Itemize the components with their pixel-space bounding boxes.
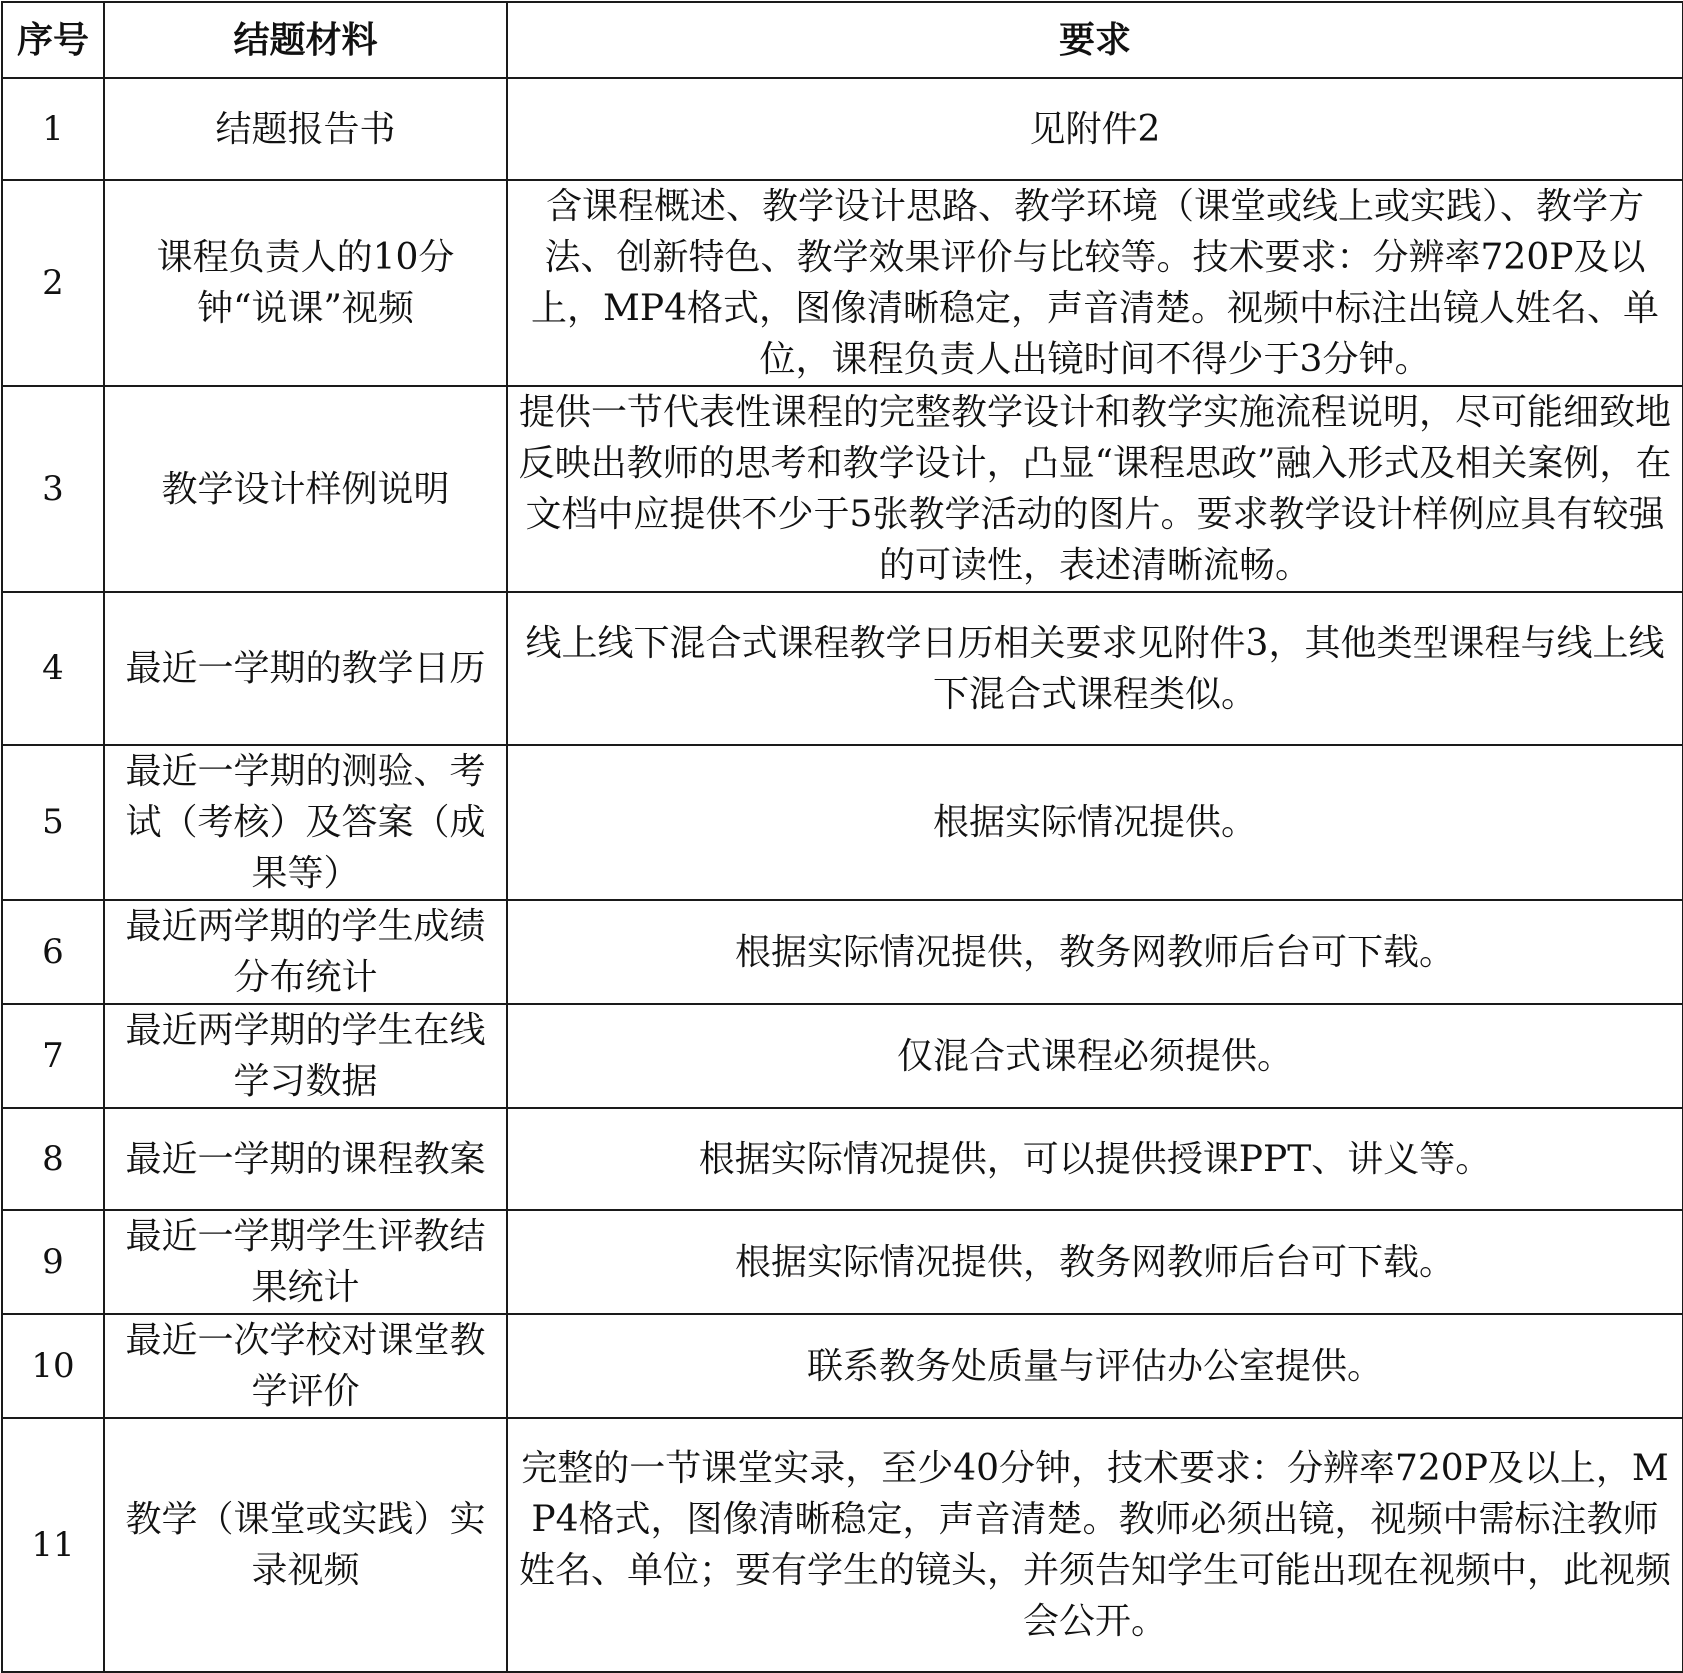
table-row bbox=[2, 1418, 1683, 1672]
row-number: 11 bbox=[2, 1418, 104, 1672]
row-material: 教学（课堂或实践）实录视频 bbox=[104, 1418, 507, 1672]
row-number: 3 bbox=[2, 386, 104, 592]
header-material: 结题材料 bbox=[104, 2, 507, 78]
row-number: 6 bbox=[2, 900, 104, 1004]
table-row bbox=[2, 745, 1683, 900]
row-requirement: 见附件2 bbox=[507, 78, 1683, 180]
header-requirement: 要求 bbox=[507, 2, 1683, 78]
row-material: 教学设计样例说明 bbox=[104, 386, 507, 592]
row-number: 2 bbox=[2, 180, 104, 386]
row-number: 8 bbox=[2, 1108, 104, 1210]
row-number: 4 bbox=[2, 592, 104, 745]
row-requirement: 仅混合式课程必须提供。 bbox=[507, 1004, 1683, 1108]
table-header-row bbox=[2, 2, 1683, 78]
row-requirement: 联系教务处质量与评估办公室提供。 bbox=[507, 1314, 1683, 1418]
table-row bbox=[2, 900, 1683, 1004]
row-requirement: 根据实际情况提供。 bbox=[507, 745, 1683, 900]
row-number: 7 bbox=[2, 1004, 104, 1108]
row-requirement: 线上线下混合式课程教学日历相关要求见附件3，其他类型课程与线上线下混合式课程类似。 bbox=[507, 592, 1683, 745]
row-requirement: 根据实际情况提供，教务网教师后台可下载。 bbox=[507, 1210, 1683, 1314]
row-requirement: 根据实际情况提供，可以提供授课PPT、讲义等。 bbox=[507, 1108, 1683, 1210]
row-number: 5 bbox=[2, 745, 104, 900]
row-material: 最近一学期的课程教案 bbox=[104, 1108, 507, 1210]
table-row bbox=[2, 1108, 1683, 1210]
row-material: 最近一学期的测验、考试（考核）及答案（成果等） bbox=[104, 745, 507, 900]
row-number: 9 bbox=[2, 1210, 104, 1314]
row-material: 最近两学期的学生成绩分布统计 bbox=[104, 900, 507, 1004]
table-row bbox=[2, 1004, 1683, 1108]
table-row bbox=[2, 1210, 1683, 1314]
row-number: 10 bbox=[2, 1314, 104, 1418]
row-requirement: 含课程概述、教学设计思路、教学环境（课堂或线上或实践）、教学方法、创新特色、教学效果评价与比较等。技术要求：分辨率720P及以上，MP4格式，图像清晰稳定，声音清楚。视频中标注出镜人姓名、单位，课程负责人出镜时间不得少于3分钟。 bbox=[507, 180, 1683, 386]
row-material: 课程负责人的10分钟“说课”视频 bbox=[104, 180, 507, 386]
row-requirement: 根据实际情况提供，教务网教师后台可下载。 bbox=[507, 900, 1683, 1004]
table-row bbox=[2, 1314, 1683, 1418]
row-material: 最近一学期的教学日历 bbox=[104, 592, 507, 745]
materials-table bbox=[1, 1, 1683, 1673]
table-row bbox=[2, 592, 1683, 745]
header-number: 序号 bbox=[2, 2, 104, 78]
table-row bbox=[2, 180, 1683, 386]
row-material: 结题报告书 bbox=[104, 78, 507, 180]
table-row bbox=[2, 386, 1683, 592]
row-requirement: 提供一节代表性课程的完整教学设计和教学实施流程说明，尽可能细致地反映出教师的思考和教学设计，凸显“课程思政”融入形式及相关案例，在文档中应提供不少于5张教学活动的图片。要求教学设计样例应具有较强的可读性，表述清晰流畅。 bbox=[507, 386, 1683, 592]
row-material: 最近一学期学生评教结果统计 bbox=[104, 1210, 507, 1314]
row-material: 最近两学期的学生在线学习数据 bbox=[104, 1004, 507, 1108]
table-row bbox=[2, 78, 1683, 180]
row-requirement: 完整的一节课堂实录，至少40分钟，技术要求：分辨率720P及以上，MP4格式，图像清晰稳定，声音清楚。教师必须出镜，视频中需标注教师姓名、单位；要有学生的镜头，并须告知学生可能出现在视频中，此视频会公开。 bbox=[507, 1418, 1683, 1672]
row-material: 最近一次学校对课堂教学评价 bbox=[104, 1314, 507, 1418]
row-number: 1 bbox=[2, 78, 104, 180]
